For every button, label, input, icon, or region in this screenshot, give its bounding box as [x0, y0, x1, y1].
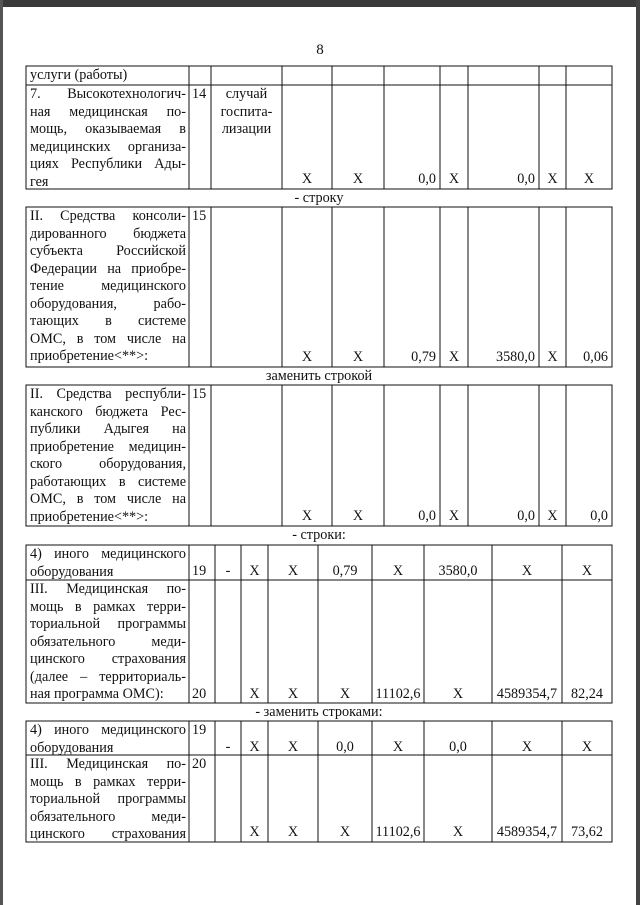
row-7-name-line: 7. Высокотехнологич-	[30, 86, 186, 102]
carry-over-text: услуги (работы)	[30, 67, 128, 83]
row-ii-old-cell: 0,79	[411, 349, 436, 365]
row-iii-old-name	[30, 581, 186, 704]
row-7-cell: Х	[301, 171, 313, 187]
row-ii-old-cell: Х	[547, 349, 558, 365]
row-7-cell: Х	[448, 171, 460, 187]
row-7-name-line: ная медицинская по-	[30, 103, 186, 120]
row-7-name-line: мощь, оказываемая в	[30, 121, 186, 137]
row-iii-new-name-line: мощь в рамках терри-	[30, 773, 186, 790]
row-iii-new-name-line: цинского страхования	[30, 826, 186, 842]
row-ii-old-cell: Х	[301, 349, 313, 365]
row-4-old-name-line: оборудования	[30, 563, 114, 580]
row-ii-old-name-line: тение медицинского	[30, 278, 186, 294]
row-ii-new-name-line: ОМС, в том числе на	[30, 491, 186, 507]
row-4-old-cell: Х	[581, 563, 593, 579]
row-iii-new-cell: 11102,6	[375, 824, 421, 840]
row-ii-new-cell: Х	[301, 508, 313, 524]
row-7-name-line: гея	[30, 173, 49, 190]
row-ii-old-name-line: тающих в системе	[30, 313, 186, 329]
row-4-new-cell: Х	[249, 739, 260, 755]
row-4-new-name-line: 4) иного медицинского	[30, 722, 186, 738]
row-4-old-dash: -	[225, 563, 231, 579]
row-iii-old-name-line: III. Медицинская по-	[30, 581, 186, 597]
row-ii-new-name-line: приобретение<**>:	[30, 508, 149, 525]
row-iii-old-name-line: обязательного меди-	[30, 633, 186, 650]
row-iii-new-name	[30, 756, 186, 844]
row-4-old-name	[30, 546, 186, 581]
row-7-name-line: медицинских организа-	[30, 138, 186, 155]
row-iii-old-name-line: ная программа ОМС):	[30, 686, 164, 702]
row-4-old-cell: Х	[521, 563, 533, 579]
row-iii-new-cell: 4589354,7	[496, 824, 558, 840]
row-7-cell: 0,0	[418, 171, 436, 187]
row-ii-new-cell: Х	[448, 508, 460, 524]
row-ii-new-cell: Х	[352, 508, 364, 524]
row-ii-new-name-line: II. Средства республи-	[30, 386, 186, 402]
row-7-unit-line: случай	[225, 86, 268, 102]
row-7-cell: Х	[352, 171, 364, 187]
row-iii-old-name-line: ториальной программы	[30, 616, 186, 632]
row-iii-old-cell: Х	[452, 686, 464, 702]
row-7-cell: Х	[547, 171, 558, 187]
row-4-old-name-line: 4) иного медицинского	[30, 546, 186, 562]
row-ii-old-name-line: Федерации на приобре-	[30, 260, 186, 277]
row-iii-old-name-line: (далее – территориаль-	[30, 668, 186, 685]
row-ii-old-cell: 3580,0	[495, 349, 535, 365]
row-4-new-number: 19	[192, 722, 207, 738]
row-iii-new-name-line: обязательного меди-	[30, 808, 186, 825]
row-ii-new-cell: 0,0	[517, 508, 535, 524]
row-7-name-line: циях Республики Ады-	[30, 156, 186, 172]
row-iii-new-cell: Х	[287, 824, 299, 840]
row-4-new-name	[30, 722, 186, 757]
row-ii-old-name-line: ОМС, в том числе на	[30, 330, 186, 347]
row-7-unit-line: лизации	[221, 121, 272, 137]
row-iii-old-number: 20	[192, 686, 207, 702]
row-7-name	[30, 86, 186, 191]
instruction-text: - строку	[294, 190, 344, 206]
row-iii-new-cell: Х	[452, 824, 464, 840]
row-ii-old-name-line: оборудования, рабо-	[30, 295, 186, 312]
row-7-cell: 0,0	[517, 171, 535, 187]
row-4-old-number: 19	[192, 563, 207, 579]
row-ii-new-name-line: приобретение медицин-	[30, 438, 186, 455]
row-4-new-name-line: оборудования	[30, 739, 114, 756]
row-7-cell: Х	[583, 171, 595, 187]
row-4-new-cell: 0,0	[336, 739, 354, 755]
row-iii-old-cell: 82,24	[571, 686, 603, 702]
row-7-unit	[211, 86, 282, 139]
row-iii-old-cell: 11102,6	[375, 686, 421, 702]
row-ii-old-number: 15	[192, 208, 207, 224]
row-4-new-cell: Х	[581, 739, 593, 755]
row-4-old-cell: Х	[287, 563, 299, 579]
row-ii-new-cell: Х	[547, 508, 558, 524]
row-iii-old-cell: Х	[287, 686, 299, 702]
row-4-new-cell: Х	[392, 739, 404, 755]
row-iii-new-name-line: ториальной программы	[30, 791, 186, 807]
row-iii-old-cell: Х	[339, 686, 351, 702]
row-ii-new-name-line: публики Адыгея на	[30, 421, 186, 437]
row-ii-new-name	[30, 386, 186, 526]
row-ii-new-cell: 0,0	[418, 508, 436, 524]
row-iii-new-cell: Х	[339, 824, 351, 840]
row-ii-old-cell: Х	[352, 349, 364, 365]
row-4-new-cell: Х	[521, 739, 533, 755]
row-iii-old-name-line: мощь в рамках терри-	[30, 598, 186, 615]
row-ii-old-cell: Х	[448, 349, 460, 365]
row-ii-old-cell: 0,06	[583, 349, 608, 365]
row-iii-new-name-line: III. Медицинская по-	[30, 756, 186, 772]
row-ii-old-name	[30, 208, 186, 366]
row-4-new-cell: 0,0	[449, 739, 467, 755]
instruction-text: заменить строкой	[265, 368, 373, 384]
row-ii-new-number: 15	[192, 386, 207, 402]
row-ii-new-name-line: работающих в системе	[30, 473, 186, 490]
row-7-unit-line: госпита-	[220, 103, 273, 120]
row-4-old-cell: Х	[392, 563, 404, 579]
row-ii-new-name-line: ского оборудования,	[30, 456, 186, 472]
row-ii-old-name-line: II. Средства консоли-	[30, 208, 186, 224]
row-ii-new-cell: 0,0	[590, 508, 608, 524]
row-ii-old-name-line: дированного бюджета	[30, 225, 186, 242]
instruction-text: - заменить строками:	[255, 704, 383, 720]
row-iii-new-number: 20	[192, 756, 207, 772]
row-4-old-cell: 0,79	[332, 563, 358, 579]
row-iii-old-name-line: цинского страхования	[30, 651, 186, 667]
instruction-text: - строки:	[292, 527, 346, 543]
row-ii-old-name-line: приобретение<**>:	[30, 348, 149, 364]
row-7-number: 14	[192, 86, 207, 102]
row-ii-new-name-line: канского бюджета Рес-	[30, 403, 186, 420]
row-4-old-cell: Х	[249, 563, 260, 579]
row-4-new-dash: -	[225, 739, 231, 755]
page-number: 8	[316, 42, 324, 58]
row-iii-old-cell: Х	[249, 686, 260, 702]
row-iii-new-cell: Х	[249, 824, 260, 840]
row-ii-old-name-line: субъекта Российской	[30, 243, 186, 259]
row-iii-old-cell: 4589354,7	[496, 686, 558, 702]
row-4-new-cell: Х	[287, 739, 299, 755]
row-4-old-cell: 3580,0	[438, 563, 478, 579]
row-iii-new-cell: 73,62	[571, 824, 603, 840]
